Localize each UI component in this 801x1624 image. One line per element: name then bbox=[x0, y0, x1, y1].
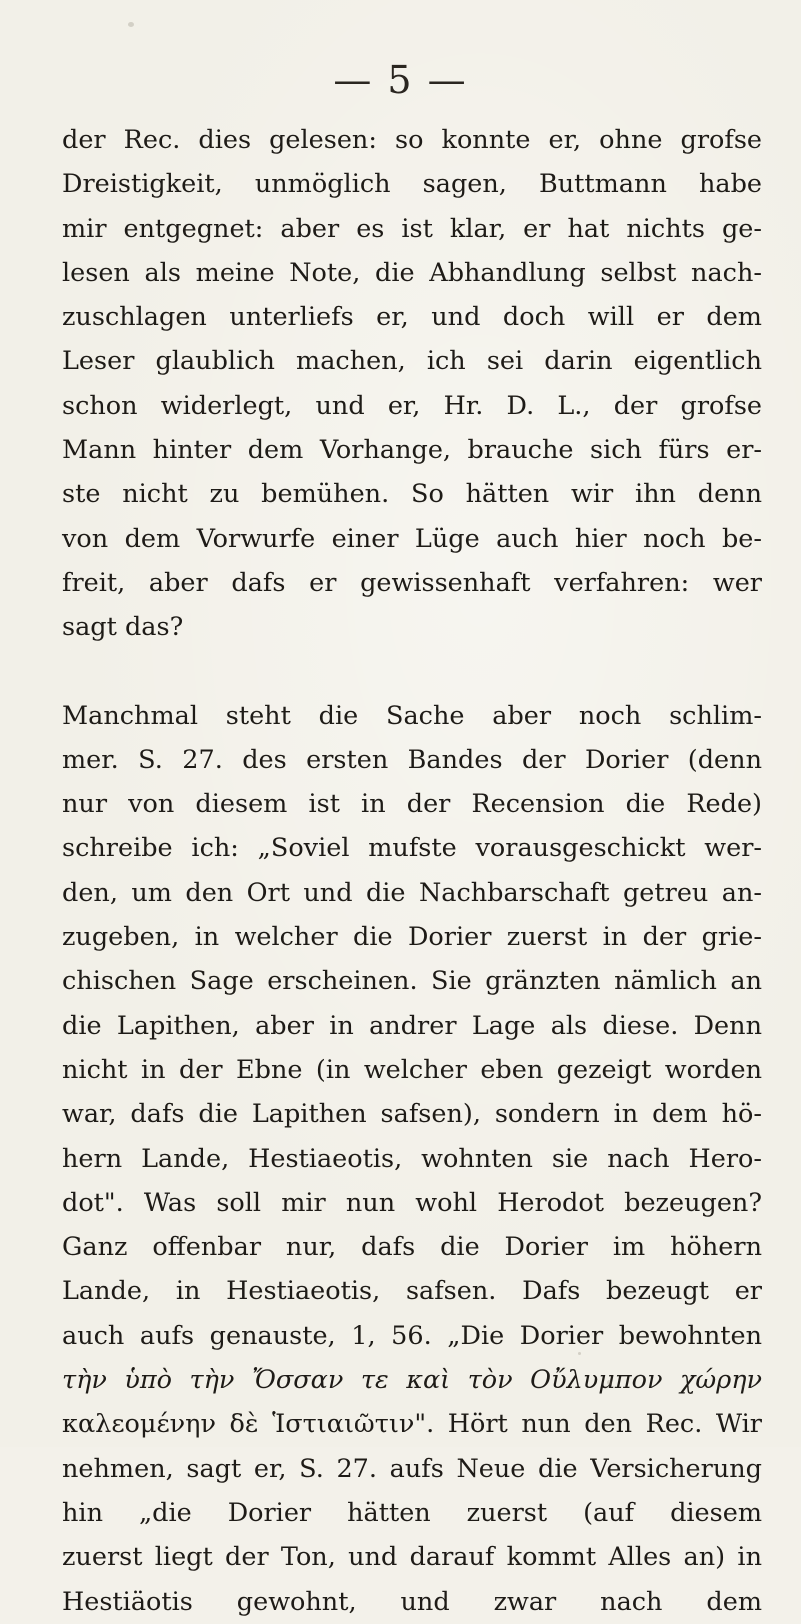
text-line: lesen als meine Note, die Abhandlung selbst nach- bbox=[62, 257, 762, 288]
text-line: nehmen, sagt er, S. 27. aufs Neue die Versicherung bbox=[62, 1453, 762, 1484]
text-line: hern Lande, Hestiaeotis, wohnten sie nach Hero- bbox=[62, 1143, 762, 1174]
text-line: nur von diesem ist in der Recension die Rede) bbox=[62, 789, 762, 820]
paper-speck bbox=[607, 1380, 612, 1385]
text-line: Lande, in Hestiaeotis, safsen. Dafs bezeugt er bbox=[62, 1276, 762, 1307]
text-line: Mann hinter dem Vorhange, brauche sich fürs er- bbox=[62, 435, 762, 466]
text-line: schon widerlegt, und er, Hr. D. L., der grofse bbox=[62, 390, 762, 421]
paper-speck bbox=[741, 1385, 744, 1388]
text-line: von dem Vorwurfe einer Lüge auch hier noch be- bbox=[62, 523, 762, 554]
text-line: zuschlagen unterliefs er, und doch will er dem bbox=[62, 302, 762, 333]
text-line: καλεομένην δὲ Ἱστιαιῶτιν". Hört nun den Rec. Wir bbox=[62, 1409, 762, 1440]
text-line: sagt das? bbox=[62, 612, 184, 643]
text-line: freit, aber dafs er gewissenhaft verfahren: wer bbox=[62, 567, 762, 598]
paragraph-1 bbox=[62, 118, 762, 650]
text-line: Leser glaublich machen, ich sei darin eigentlich bbox=[62, 346, 762, 377]
text-line: mir entgegnet: aber es ist klar, er hat nichts ge- bbox=[62, 213, 762, 244]
text-line: hin „die Dorier hätten zuerst (auf diesem bbox=[62, 1497, 762, 1528]
text-line: chischen Sage erscheinen. Sie gränzten nämlich an bbox=[62, 966, 762, 997]
text-line: die Lapithen, aber in andrer Lage als diese. Denn bbox=[62, 1010, 762, 1041]
text-line: zugeben, in welcher die Dorier zuerst in der grie- bbox=[62, 922, 762, 953]
page-number: — 5 — bbox=[333, 58, 468, 102]
text-line: der Rec. dies gelesen: so konnte er, ohne grofse bbox=[62, 125, 762, 155]
text-line: τὴν ὑπὸ τὴν Ὄσσαν τε καὶ τὸν Οὔλυμπον χώρην bbox=[62, 1365, 762, 1396]
paragraph-gap bbox=[62, 650, 762, 694]
paper-speck bbox=[128, 22, 134, 27]
text-line: den, um den Ort und die Nachbarschaft getreu an- bbox=[62, 877, 762, 908]
text-line: Hestiäotis gewohnt, und zwar nach dem bbox=[62, 1586, 762, 1617]
paragraph-2 bbox=[62, 694, 762, 1624]
text-line: dot". Was soll mir nun wohl Herodot bezeugen? bbox=[62, 1187, 762, 1218]
paper-speck bbox=[578, 1352, 581, 1355]
text-line: ste nicht zu bemühen. So hätten wir ihn denn bbox=[62, 479, 762, 510]
text-line: auch aufs genauste, 1, 56. „Die Dorier bewohnten bbox=[62, 1320, 762, 1351]
text-line: war, dafs die Lapithen safsen), sondern in dem hö- bbox=[62, 1099, 762, 1130]
text-line: nicht in der Ebne (in welcher eben gezeigt worden bbox=[62, 1054, 762, 1085]
text-line: schreibe ich: „Soviel mufste vorausgeschickt wer- bbox=[62, 833, 762, 864]
text-line: mer. S. 27. des ersten Bandes der Dorier (denn bbox=[62, 744, 762, 775]
text-line: Ganz offenbar nur, dafs die Dorier im höhern bbox=[62, 1232, 762, 1263]
body-text bbox=[62, 118, 762, 1624]
text-line: zuerst liegt der Ton, und darauf kommt Alles an) in bbox=[62, 1542, 762, 1573]
text-line: Dreistigkeit, unmöglich sagen, Buttmann habe bbox=[62, 169, 762, 200]
text-line: Manchmal steht die Sache aber noch schlim- bbox=[62, 700, 762, 731]
